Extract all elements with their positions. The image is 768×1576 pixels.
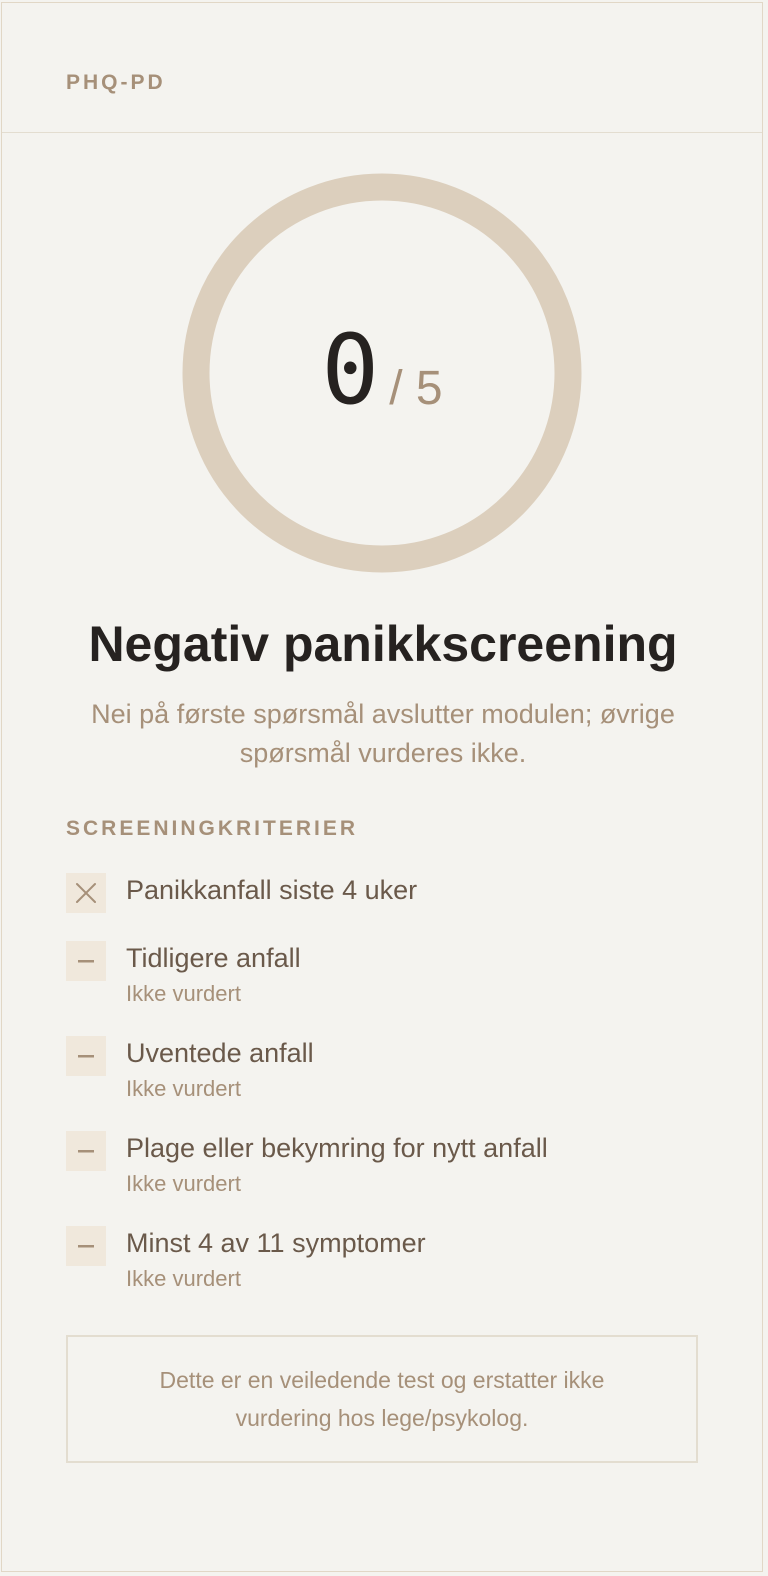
- criterion-status: Ikke vurdert: [126, 1076, 241, 1101]
- criterion-label: Plage eller bekymring for nytt anfall: [126, 1133, 548, 1163]
- header: [2, 3, 762, 133]
- criterion-item: [66, 941, 706, 1036]
- criterion-label: Tidligere anfall: [126, 943, 301, 973]
- criterion-status: Ikke vurdert: [126, 1171, 241, 1196]
- dash-icon: [66, 941, 106, 981]
- criterion-status: Ikke vurdert: [126, 981, 241, 1006]
- result-panel: [1, 2, 763, 1572]
- criterion-item: [66, 1131, 706, 1226]
- dash-icon: [66, 1226, 106, 1266]
- criteria-heading: SCREENINGKRITERIER: [66, 817, 359, 840]
- criterion-label: Minst 4 av 11 symptomer: [126, 1228, 426, 1258]
- result-description: Nei på første spørsmål avslutter modulen; øvrige spørsmål vurderes ikke.: [91, 699, 675, 768]
- disclaimer-text: Dette er en veiledende test og erstatter ikke vurdering hos lege/psykolog.: [159, 1367, 605, 1431]
- score-value: 0: [321, 314, 380, 426]
- criterion-label: Panikkanfall siste 4 uker: [126, 875, 418, 905]
- criterion-label: Uventede anfall: [126, 1038, 314, 1068]
- criterion-item: [66, 1226, 706, 1321]
- criterion-item: [66, 1036, 706, 1131]
- criterion-item: [66, 873, 706, 941]
- dash-icon: [66, 1131, 106, 1171]
- criterion-status: Ikke vurdert: [126, 1266, 241, 1291]
- score-display: [182, 173, 582, 573]
- criteria-list: [66, 873, 706, 1321]
- cross-icon: [66, 873, 106, 913]
- score-max: / 5: [389, 361, 443, 415]
- app-tag: PHQ-PD: [66, 71, 166, 94]
- disclaimer-box: [66, 1335, 698, 1463]
- dash-icon: [66, 1036, 106, 1076]
- result-title: Negativ panikkscreening: [88, 616, 678, 672]
